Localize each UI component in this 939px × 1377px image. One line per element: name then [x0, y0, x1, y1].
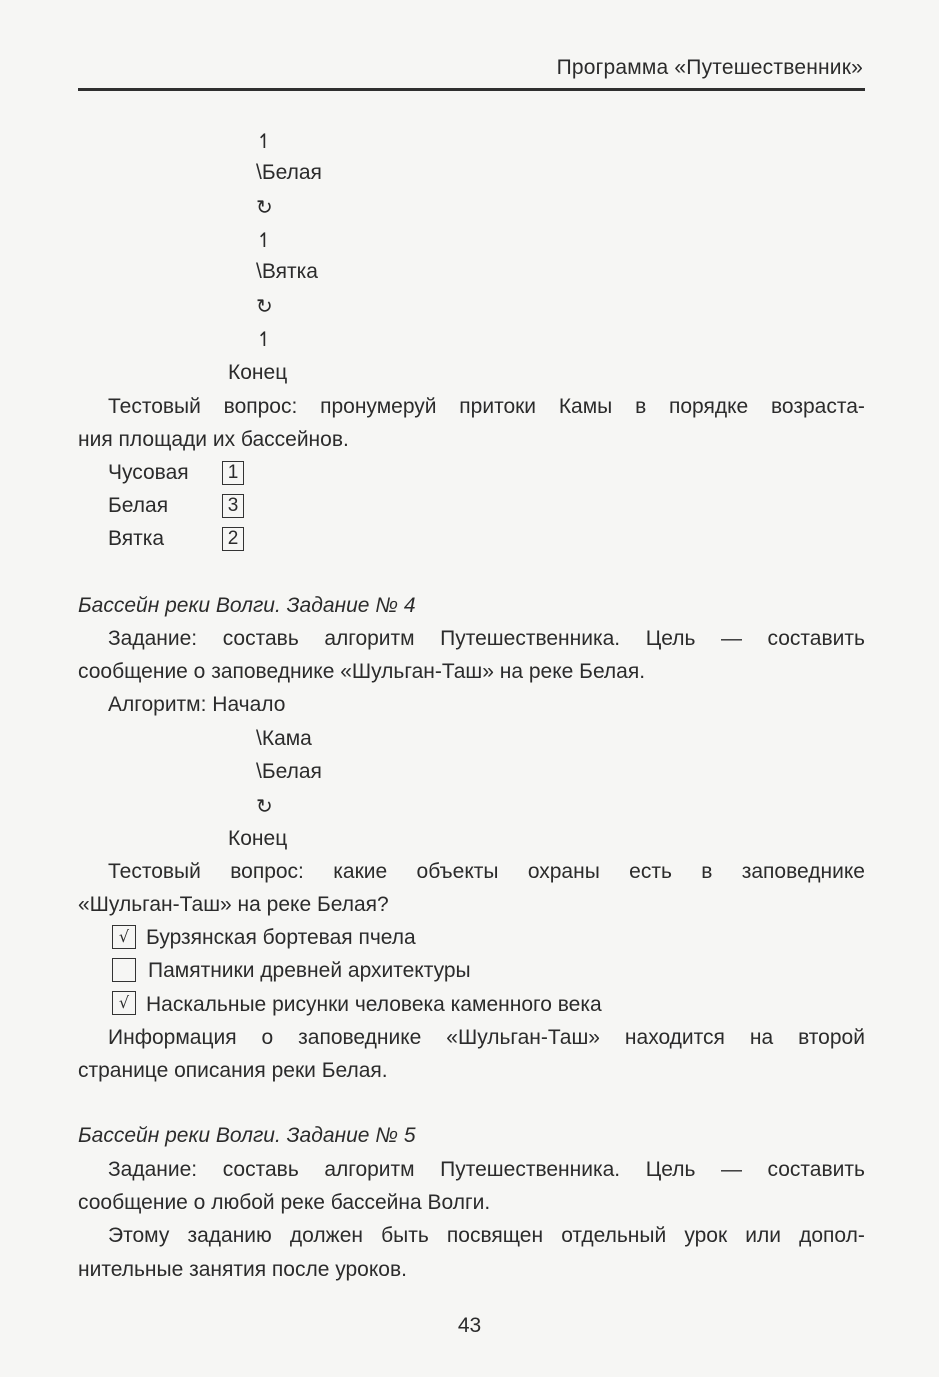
- word: притоки: [459, 395, 537, 418]
- word: составь: [222, 1158, 299, 1181]
- up-arrow-icon: ↿: [256, 228, 273, 252]
- word: допол-: [799, 1224, 865, 1247]
- algorithm-step: \Вятка: [256, 260, 318, 283]
- page-number: 43: [457, 1314, 482, 1337]
- word: Путешественника.: [440, 1158, 621, 1181]
- word: в: [635, 395, 647, 418]
- answer-label-vyatka: Вятка: [108, 527, 165, 550]
- answer-box[interactable]: 2: [222, 527, 244, 551]
- algorithm-end: Конец: [228, 827, 288, 850]
- algorithm-step: \Белая: [256, 760, 322, 783]
- word: отдельный: [561, 1224, 667, 1247]
- algorithm-end: Конец: [228, 361, 288, 384]
- word: Информация: [108, 1026, 237, 1049]
- word: вопрос:: [223, 395, 298, 418]
- test-question-1-line1: [108, 393, 865, 421]
- answer-label-belaya: Белая: [108, 494, 169, 517]
- loop-arrow-icon: ↻: [256, 794, 273, 818]
- word: о: [261, 1026, 274, 1049]
- test-question-2-line1: [108, 858, 865, 886]
- word: Задание:: [108, 627, 198, 650]
- task-4-line2: сообщение о заповеднике «Шульган-Таш» на реке Белая.: [78, 660, 646, 683]
- option-label: Памятники древней архитектуры: [148, 959, 471, 982]
- word: или: [745, 1224, 781, 1247]
- word: возраста-: [771, 395, 865, 418]
- task-4-line1: [108, 625, 865, 653]
- word: второй: [798, 1026, 865, 1049]
- word: составь: [222, 627, 299, 650]
- loop-arrow-icon: ↻: [256, 294, 273, 318]
- answer-label-chusovaya: Чусовая: [108, 461, 189, 484]
- option-label: Наскальные рисунки человека каменного века: [146, 993, 602, 1016]
- word: должен: [289, 1224, 363, 1247]
- task-5-line2: сообщение о любой реке бассейна Волги.: [78, 1191, 491, 1214]
- word: Камы: [558, 395, 613, 418]
- word: урок: [684, 1224, 728, 1247]
- word: пронумеруй: [320, 395, 437, 418]
- algorithm-step: \Кама: [256, 727, 312, 750]
- option-checkbox[interactable]: √: [112, 925, 136, 949]
- test-question-1-line2: ния площади их бассейнов.: [78, 428, 349, 451]
- algorithm-step: \Белая: [256, 161, 322, 184]
- word: Путешественника.: [440, 627, 621, 650]
- word: Этому: [108, 1224, 170, 1247]
- word: Цель: [645, 627, 696, 650]
- word: алгоритм: [324, 1158, 415, 1181]
- word: охраны: [527, 860, 600, 883]
- word: быть: [381, 1224, 429, 1247]
- word: в: [701, 860, 713, 883]
- word: заданию: [187, 1224, 272, 1247]
- word: Тестовый: [108, 395, 201, 418]
- word: заповеднике: [741, 860, 865, 883]
- word: находится: [624, 1026, 725, 1049]
- word: какие: [333, 860, 388, 883]
- info-line1: [108, 1024, 865, 1052]
- option-checkbox[interactable]: √: [112, 991, 136, 1015]
- word: «Шульган-Таш»: [446, 1026, 600, 1049]
- word: алгоритм: [324, 627, 415, 650]
- note-line1: [108, 1222, 865, 1250]
- note-line2: нительные занятия после уроков.: [78, 1258, 407, 1281]
- word: объекты: [416, 860, 499, 883]
- answer-box[interactable]: 3: [222, 494, 244, 518]
- word: посвящен: [446, 1224, 544, 1247]
- word: Тестовый: [108, 860, 201, 883]
- word: —: [720, 1158, 742, 1181]
- loop-arrow-icon: ↻: [256, 195, 273, 219]
- word: порядке: [669, 395, 749, 418]
- word: Цель: [645, 1158, 696, 1181]
- word: —: [720, 627, 742, 650]
- up-arrow-icon: ↿: [256, 327, 273, 351]
- answer-box[interactable]: 1: [222, 461, 244, 485]
- info-line2: странице описания реки Белая.: [78, 1059, 388, 1082]
- task-4-heading: Бассейн реки Волги. Задание № 4: [78, 594, 416, 617]
- option-label: Бурзянская бортевая пчела: [146, 926, 416, 949]
- test-question-2-line2: «Шульган-Таш» на реке Белая?: [78, 893, 389, 916]
- up-arrow-icon: ↿: [256, 129, 273, 153]
- word: составить: [767, 1158, 865, 1181]
- task-5-heading: Бассейн реки Волги. Задание № 5: [78, 1124, 416, 1147]
- task-5-line1: [108, 1156, 865, 1184]
- header-title: Программа «Путешественник»: [556, 56, 863, 79]
- word: составить: [767, 627, 865, 650]
- word: вопрос:: [230, 860, 304, 883]
- word: заповеднике: [298, 1026, 422, 1049]
- running-header: [78, 52, 865, 91]
- option-checkbox[interactable]: [112, 958, 136, 982]
- word: на: [749, 1026, 774, 1049]
- algorithm-start: Алгоритм: Начало: [108, 693, 286, 716]
- word: Задание:: [108, 1158, 198, 1181]
- word: есть: [629, 860, 672, 883]
